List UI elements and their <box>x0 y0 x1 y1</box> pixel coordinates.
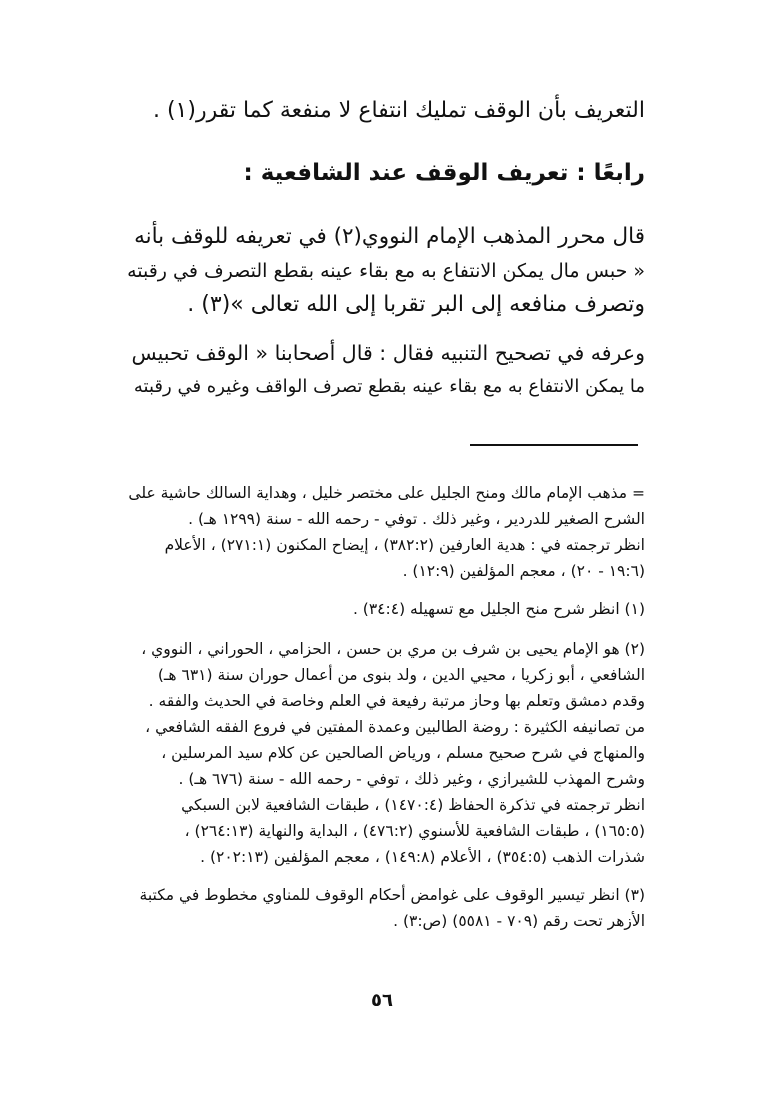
footnote-continuation-line-4: (١٩:٦ - ٢٠) ، معجم المؤلفين (١٢:٩) . <box>402 562 645 580</box>
body-line-4: وتصرف منافعه إلى البر تقربا إلى الله تعالى »(٣) . <box>187 292 645 317</box>
footnote-3-line-2: الأزهر تحت رقم (٧٠٩ - ٥٥٨١) (ص:٣) . <box>393 912 645 930</box>
footnote-continuation-line-1: = مذهب الإمام مالك ومنح الجليل على مختصر خليل ، وهداية السالك حاشية على <box>128 484 645 502</box>
footnote-continuation-line-3: انظر ترجمته في : هدية العارفين (٣٨٢:٢) ، إيضاح المكنون (٢٧١:١) ، الأعلام <box>164 536 645 554</box>
footnote-2-line-2: الشافعي ، أبو زكريا ، محيي الدين ، ولد بنوى من أعمال حوران سنة (٦٣١ هـ) <box>157 666 645 684</box>
body-line-1: التعريف بأن الوقف تمليك انتفاع لا منفعة كما تقرر(١) . <box>152 98 645 123</box>
footnote-divider <box>470 444 638 446</box>
footnote-2-line-7: انظر ترجمته في تذكرة الحفاظ (١٤٧٠:٤) ، طبقات الشافعية لابن السبكي <box>181 796 645 814</box>
footnote-1: (١) انظر شرح منح الجليل مع تسهيله (٣٤:٤) . <box>352 600 645 618</box>
footnote-2-line-9: شذرات الذهب (٣٥٤:٥) ، الأعلام (١٤٩:٨) ، معجم المؤلفين (٢٠٢:١٣) . <box>200 848 645 866</box>
footnote-3-line-1: (٣) انظر تيسير الوقوف على غوامض أحكام الوقوف للمناوي مخطوط في مكتبة <box>139 886 645 904</box>
footnote-2-line-3: وقدم دمشق وتعلم بها وحاز مرتبة رفيعة في العلم وخاصة في الحديث والفقه . <box>148 692 645 710</box>
section-heading: رابعًا : تعريف الوقف عند الشافعية : <box>243 160 645 186</box>
footnote-2-line-8: (١٦٥:٥) ، طبقات الشافعية للأسنوي (٤٧٦:٢) ، البداية والنهاية (٢٦٤:١٣) ، <box>184 822 645 840</box>
body-line-3: « حبس مال يمكن الانتفاع به مع بقاء عينه بقطع التصرف في رقبته <box>127 260 645 282</box>
footnote-2-line-5: والمنهاج في شرح صحيح مسلم ، ورياض الصالحين عن كلام سيد المرسلين ، <box>161 744 645 762</box>
body-line-5: وعرفه في تصحيح التنبيه فقال : قال أصحابنا « الوقف تحبيس <box>131 341 645 365</box>
footnote-2-line-1: (٢) هو الإمام يحيى بن شرف بن مري بن حسن ، الحزامي ، الحوراني ، النووي ، <box>141 640 645 658</box>
footnote-2-line-6: وشرح المهذب للشيرازي ، وغير ذلك ، توفي - رحمه الله - سنة (٦٧٦ هـ) . <box>178 770 645 788</box>
body-line-6: ما يمكن الانتفاع به مع بقاء عينه بقطع تصرف الواقف وغيره في رقبته <box>133 376 645 397</box>
body-line-2: قال محرر المذهب الإمام النووي(٢) في تعريفه للوقف بأنه <box>134 224 645 249</box>
page-number: ٥٦ <box>371 990 393 1011</box>
footnote-continuation-line-2: الشرح الصغير للدردير ، وغير ذلك . توفي - رحمه الله - سنة (١٢٩٩ هـ) . <box>188 510 645 528</box>
footnote-2-line-4: من تصانيفه الكثيرة : روضة الطالبين وعمدة المفتين في فروع الفقه الشافعي ، <box>145 718 645 736</box>
